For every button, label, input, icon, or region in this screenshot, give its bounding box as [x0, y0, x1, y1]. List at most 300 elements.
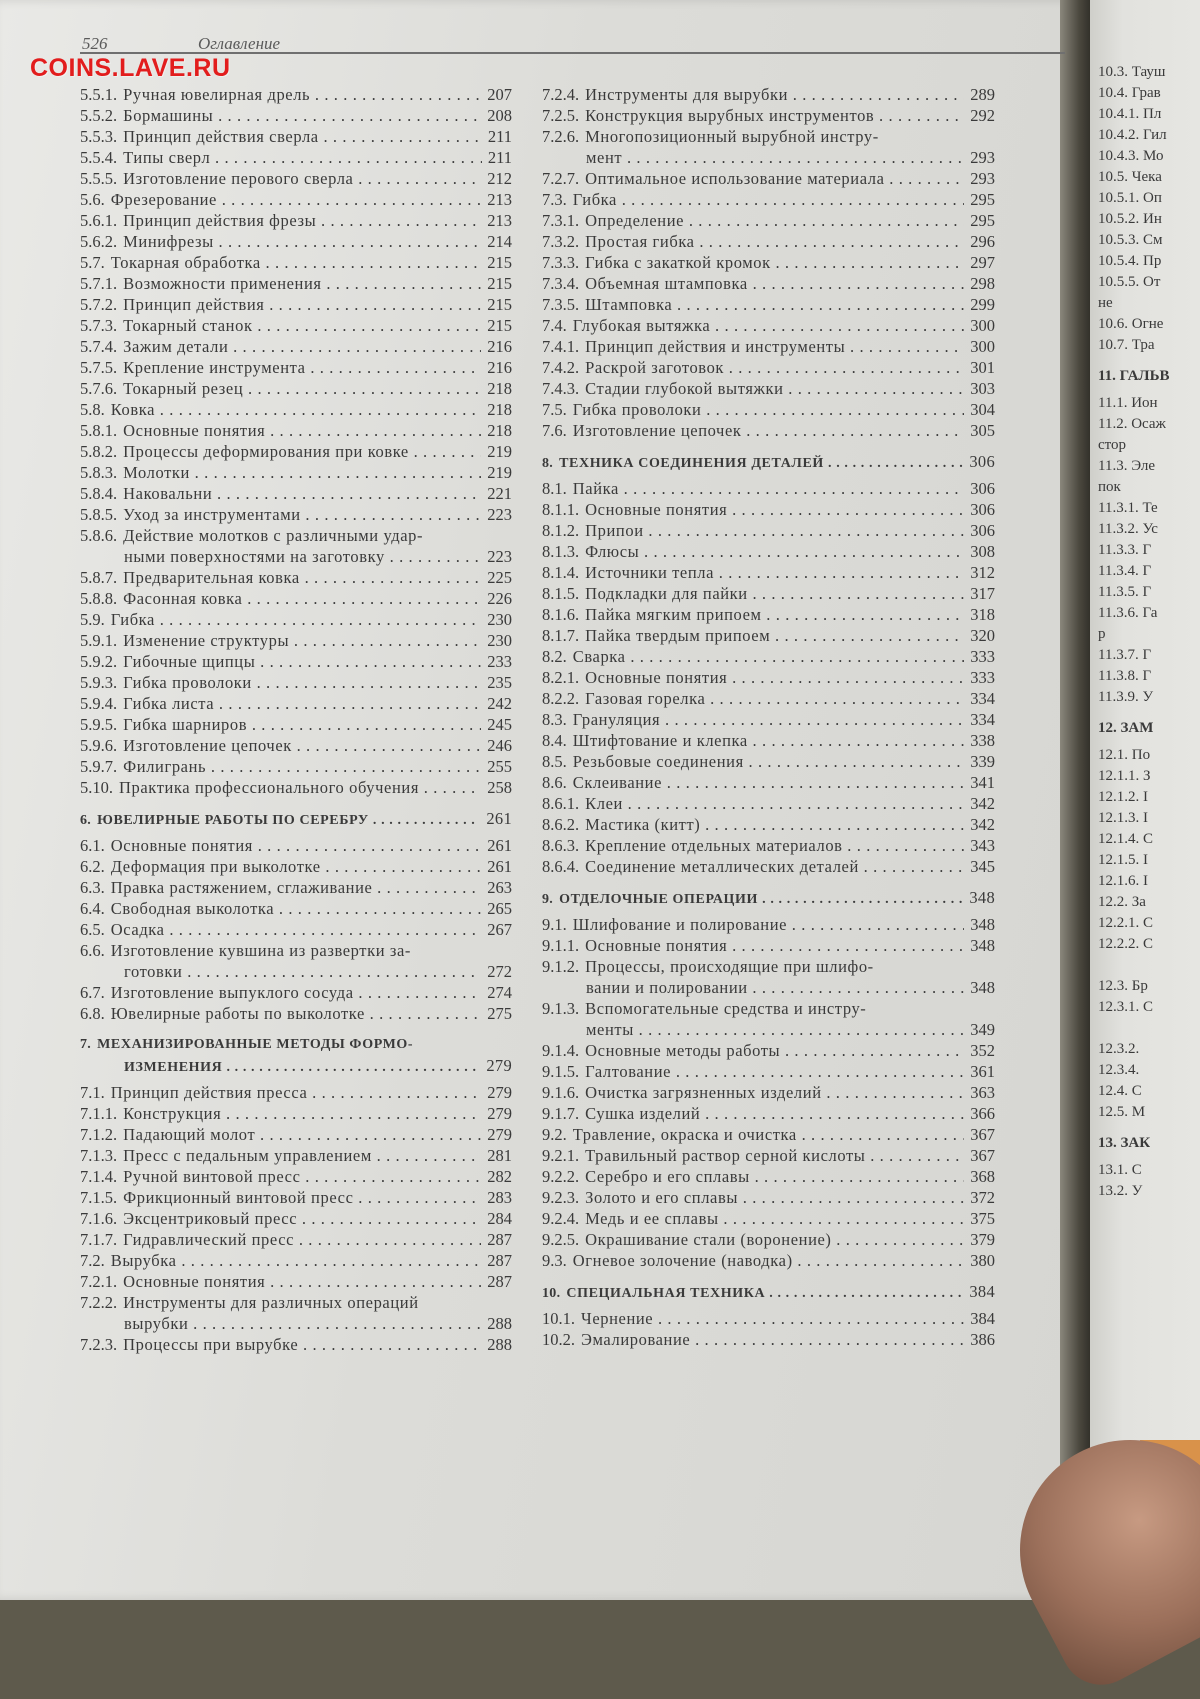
toc-entry [80, 357, 512, 378]
toc-column-left [80, 84, 512, 1355]
toc-entry-partial: стор [1098, 437, 1127, 453]
toc-page-number: 215 [487, 274, 512, 293]
toc-entry-title: Уход за инструментами . . . [123, 504, 481, 525]
toc-entry-title: Припои . . . [585, 520, 964, 541]
toc-entry-number: 5.5.3. [80, 127, 118, 146]
toc-page-number: 246 [487, 736, 512, 755]
toc-entry-number: 8.4. [542, 731, 567, 750]
toc-entry-number: 7.2.6. [542, 127, 580, 146]
toc-entry-partial: 11.3.1. Те [1098, 500, 1158, 516]
toc-page-number: 341 [970, 773, 995, 792]
toc-entry [80, 231, 512, 252]
toc-entry-number: 8.6.3. [542, 836, 580, 855]
toc-column-right-partial [1098, 62, 1198, 1202]
toc-entry-number: 10. [542, 1286, 561, 1301]
toc-entry-partial: 10.3. Тауш [1098, 64, 1166, 80]
toc-page-number: 216 [487, 358, 512, 377]
toc-page-number: 287 [487, 1251, 512, 1270]
toc-column-middle [542, 84, 995, 1350]
toc-page-number: 345 [970, 857, 995, 876]
toc-entry [80, 693, 512, 714]
toc-page-number: 223 [487, 547, 512, 566]
toc-page-number: 295 [970, 190, 995, 209]
toc-entry [542, 583, 995, 604]
toc-entry-title: Фасонная ковка . . . [123, 588, 481, 609]
toc-entry [542, 667, 995, 688]
toc-page-number: 308 [970, 542, 995, 561]
toc-entry [542, 1082, 995, 1103]
toc-entry-number: 7.3.5. [542, 295, 580, 314]
toc-entry-number: 7.2.4. [542, 85, 580, 104]
toc-entry-number: 7.2.2. [80, 1293, 118, 1312]
toc-entry-title: Оптимальное использование материала . . . [585, 168, 964, 189]
toc-entry [542, 1229, 995, 1250]
toc-entry-title: Пресс с педальным управлением . . . [123, 1145, 481, 1166]
toc-entry-title: Фрезерование . . . [111, 189, 482, 210]
toc-entry-title: Правка растяжением, сглаживание . . . [111, 877, 482, 898]
toc-entry [80, 147, 512, 168]
toc-entry-title: Золото и его сплавы . . . [585, 1187, 964, 1208]
toc-entry-title: Простая гибка . . . [585, 231, 964, 252]
toc-page-number: 275 [487, 1004, 512, 1023]
toc-entry-number: 9.2. [542, 1125, 567, 1144]
toc-entry-title: Принцип действия . . . [123, 294, 481, 315]
toc-entry-title: Гибка с закаткой кромок . . . [585, 252, 964, 273]
toc-entry-title: Гибка проволоки . . . [123, 672, 481, 693]
toc-entry [542, 1040, 995, 1061]
toc-entry [542, 1187, 995, 1208]
toc-entry-number: 6.3. [80, 878, 105, 897]
toc-entry-title: Медь и ее сплавы . . . [585, 1208, 964, 1229]
toc-entry-title: Пайка твердым припоем . . . [585, 625, 964, 646]
toc-entry-title: Гибка . . . [573, 189, 965, 210]
toc-entry [80, 483, 512, 504]
toc-page-number: 384 [969, 1282, 995, 1301]
toc-entry [542, 105, 995, 126]
toc-entry [542, 604, 995, 625]
toc-page-number: 288 [487, 1314, 512, 1333]
toc-page-number: 261 [486, 809, 512, 828]
toc-entry-number: 5.7.6. [80, 379, 118, 398]
toc-page-number: 263 [487, 878, 512, 897]
toc-entry-title: Токарный резец . . . [123, 378, 481, 399]
toc-page-number: 219 [487, 442, 512, 461]
toc-entry-title: Гибка проволоки . . . [573, 399, 965, 420]
toc-entry-number: 5.9. [80, 610, 105, 629]
toc-entry [80, 877, 512, 898]
toc-entry [542, 1250, 995, 1271]
toc-entry-partial: 10.4.3. Мо [1098, 148, 1164, 164]
toc-entry-title: Предварительная ковка . . . [123, 567, 481, 588]
toc-entry-title: Серебро и его сплавы . . . [585, 1166, 964, 1187]
toc-entry [80, 168, 512, 189]
toc-page-number: 279 [486, 1056, 512, 1075]
toc-entry-title: ТЕХНИКА СОЕДИНЕНИЯ ДЕТАЛЕЙ . . . [559, 453, 963, 474]
toc-page-number: 242 [487, 694, 512, 713]
toc-entry-title: Клеи . . . [585, 793, 964, 814]
toc-page-number: 221 [487, 484, 512, 503]
toc-entry-partial: 10.5. Чека [1098, 169, 1162, 185]
toc-entry-title: Определение . . . [585, 210, 964, 231]
toc-entry-number: 9.1.3. [542, 999, 580, 1018]
toc-entry [542, 294, 995, 315]
toc-entry [542, 625, 995, 646]
toc-entry-partial: 12.1.6. I [1098, 873, 1148, 889]
toc-entry-number: 7.1.2. [80, 1125, 118, 1144]
toc-entry-title: Конструкция . . . [123, 1103, 481, 1124]
toc-entry-number: 8.2.2. [542, 689, 580, 708]
toc-entry-title-continued: вырубки . . . [124, 1313, 481, 1334]
toc-entry [80, 1145, 512, 1166]
toc-entry-title: Сварка . . . [573, 646, 965, 667]
toc-entry [80, 1229, 512, 1250]
toc-page-number: 272 [487, 962, 512, 981]
toc-entry-number: 8.1.4. [542, 563, 580, 582]
toc-entry-number: 7.3.4. [542, 274, 580, 293]
toc-page-number: 279 [487, 1083, 512, 1102]
toc-entry-number: 8.6.4. [542, 857, 580, 876]
toc-entry-partial: 12.1.2. I [1098, 789, 1148, 805]
toc-entry-partial: 12.1.4. C [1098, 831, 1154, 847]
toc-entry-number: 9. [542, 892, 554, 907]
toc-entry-partial: 11.3.2. Ус [1098, 521, 1158, 537]
toc-entry [80, 982, 512, 1003]
toc-entry [80, 126, 512, 147]
toc-entry [80, 399, 512, 420]
toc-entry [542, 709, 995, 730]
toc-chapter-partial: 12. ЗАМ [1098, 720, 1154, 736]
toc-entry [80, 1082, 512, 1103]
toc-entry [542, 84, 995, 105]
toc-entry-number: 5.5.1. [80, 85, 118, 104]
toc-page-number: 284 [487, 1209, 512, 1228]
toc-entry-partial: 10.5.1. Оп [1098, 190, 1162, 206]
toc-entry [80, 919, 512, 940]
toc-page-number: 216 [487, 337, 512, 356]
toc-entry [542, 541, 995, 562]
toc-entry-number: 7.4.1. [542, 337, 580, 356]
toc-entry-title: Шлифование и полирование . . . [573, 914, 965, 935]
toc-entry-partial: не [1098, 295, 1113, 311]
toc-entry-title: Травление, окраска и очистка . . . [573, 1124, 965, 1145]
toc-entry [542, 956, 995, 998]
toc-entry [80, 672, 512, 693]
toc-entry [542, 562, 995, 583]
toc-entry [80, 630, 512, 651]
toc-entry-number: 7.5. [542, 400, 567, 419]
toc-entry-number: 5.9.5. [80, 715, 118, 734]
toc-page-number: 293 [970, 148, 995, 167]
toc-entry-title: Возможности применения . . . [123, 273, 481, 294]
toc-page-number: 261 [487, 857, 512, 876]
toc-page-number: 218 [487, 379, 512, 398]
toc-entry [542, 914, 995, 935]
toc-entry [542, 378, 995, 399]
toc-entry [80, 420, 512, 441]
toc-entry-number: 10.2. [542, 1330, 575, 1349]
toc-entry-title: Пайка мягким припоем . . . [585, 604, 964, 625]
toc-entry-partial: 11.3.4. Г [1098, 563, 1152, 579]
toc-entry [542, 1103, 995, 1124]
toc-entry-number: 7.1.4. [80, 1167, 118, 1186]
toc-page-number: 306 [969, 452, 995, 471]
toc-entry-number: 6.1. [80, 836, 105, 855]
toc-page-number: 279 [487, 1104, 512, 1123]
toc-chapter [80, 808, 512, 831]
toc-entry-title: Склеивание . . . [573, 772, 965, 793]
toc-entry [80, 1187, 512, 1208]
toc-entry-partial: р [1098, 626, 1106, 642]
toc-entry [542, 688, 995, 709]
toc-entry-number: 8.1.5. [542, 584, 580, 603]
toc-entry-number: 6.7. [80, 983, 105, 1002]
toc-entry-number: 5.6.1. [80, 211, 118, 230]
toc-page-number: 265 [487, 899, 512, 918]
toc-entry-title: Вырубка . . . [111, 1250, 482, 1271]
toc-entry-number: 6.2. [80, 857, 105, 876]
toc-entry-title: Крепление отдельных материалов . . . [585, 835, 964, 856]
toc-entry [80, 336, 512, 357]
toc-entry-number: 10.1. [542, 1309, 575, 1328]
toc-page-number: 352 [970, 1041, 995, 1060]
toc-entry [542, 126, 995, 168]
toc-entry-partial: 12.2.1. C [1098, 915, 1154, 931]
toc-chapter-partial: 13. ЗАК [1098, 1135, 1151, 1151]
toc-entry-title: Филигрань . . . [123, 756, 481, 777]
toc-entry [542, 793, 995, 814]
toc-entry-number: 6.5. [80, 920, 105, 939]
toc-entry-title: ЮВЕЛИРНЫЕ РАБОТЫ ПО СЕРЕБРУ . . . [97, 810, 480, 831]
toc-page-number: 317 [970, 584, 995, 603]
toc-entry [80, 1166, 512, 1187]
toc-entry-title: Практика профессионального обучения . . . [119, 777, 481, 798]
toc-entry-title: Изготовление выпуклого сосуда . . . [111, 982, 482, 1003]
toc-page-number: 281 [487, 1146, 512, 1165]
toc-entry-title: МЕХАНИЗИРОВАННЫЕ МЕТОДЫ ФОРМО- [97, 1037, 414, 1052]
toc-entry [80, 525, 512, 567]
toc-page-number: 279 [487, 1125, 512, 1144]
toc-chapter-partial: 11. ГАЛЬВ [1098, 368, 1170, 384]
toc-entry-title: Газовая горелка . . . [585, 688, 964, 709]
toc-entry-number: 7.4. [542, 316, 567, 335]
toc-entry-number: 9.3. [542, 1251, 567, 1270]
toc-entry-number: 7.2. [80, 1251, 105, 1270]
toc-entry [80, 1003, 512, 1024]
toc-entry [80, 1124, 512, 1145]
toc-entry [80, 252, 512, 273]
toc-entry [542, 1208, 995, 1229]
toc-page-number: 306 [970, 479, 995, 498]
toc-entry [542, 399, 995, 420]
toc-entry-partial: 12.2. За [1098, 894, 1146, 910]
toc-entry-title: Эмалирование . . . [581, 1329, 964, 1350]
toc-entry-title: Ручной винтовой пресс . . . [123, 1166, 481, 1187]
toc-entry-number: 5.10. [80, 778, 113, 797]
toc-entry [80, 567, 512, 588]
toc-entry-title: Конструкция вырубных инструментов . . . [585, 105, 964, 126]
toc-entry-number: 8.1.2. [542, 521, 580, 540]
toc-entry-partial: 12.1.5. I [1098, 852, 1148, 868]
toc-entry [80, 273, 512, 294]
toc-entry-title: Очистка загрязненных изделий . . . [585, 1082, 964, 1103]
toc-entry-number: 5.8.4. [80, 484, 118, 503]
toc-entry-number: 5.9.7. [80, 757, 118, 776]
toc-entry-number: 9.2.2. [542, 1167, 580, 1186]
toc-page-number: 207 [487, 85, 512, 104]
toc-entry [80, 835, 512, 856]
toc-entry [80, 1208, 512, 1229]
toc-entry-number: 9.1.6. [542, 1083, 580, 1102]
toc-entry-title: Фрикционный винтовой пресс . . . [123, 1187, 481, 1208]
toc-page-number: 283 [487, 1188, 512, 1207]
toc-entry-number: 5.8.6. [80, 526, 118, 545]
toc-entry-number: 6.6. [80, 941, 105, 960]
toc-page-number: 215 [487, 253, 512, 272]
toc-entry-number: 5.8.8. [80, 589, 118, 608]
toc-entry-title: Изготовление цепочек . . . [573, 420, 965, 441]
toc-entry-partial: 12.1.3. I [1098, 810, 1148, 826]
toc-page-number: 303 [970, 379, 995, 398]
toc-entry-partial: 13.2. У [1098, 1183, 1143, 1199]
toc-page-number: 386 [970, 1330, 995, 1349]
toc-entry-title: Эксцентриковый пресс . . . [123, 1208, 481, 1229]
running-title: Оглавление [198, 34, 281, 53]
toc-entry-title: Токарная обработка . . . [111, 252, 482, 273]
toc-entry-number: 5.8.2. [80, 442, 118, 461]
toc-entry-title: Изменение структуры . . . [123, 630, 481, 651]
toc-entry [542, 856, 995, 877]
toc-page-number: 211 [487, 127, 512, 146]
toc-entry [80, 105, 512, 126]
toc-entry-number: 9.1.2. [542, 957, 580, 976]
toc-entry-partial: 10.7. Тра [1098, 337, 1155, 353]
toc-entry-number: 5.8.3. [80, 463, 118, 482]
toc-entry-title: Основные методы работы . . . [585, 1040, 964, 1061]
toc-entry-number: 9.1.1. [542, 936, 580, 955]
toc-entry [80, 609, 512, 630]
toc-entry-partial: 10.4. Грав [1098, 85, 1161, 101]
toc-entry-number: 5.9.6. [80, 736, 118, 755]
toc-entry-partial: 12.3.4. [1098, 1062, 1140, 1078]
toc-entry-partial: 10.6. Огне [1098, 316, 1164, 332]
toc-entry-title: Гибка . . . [111, 609, 482, 630]
toc-entry-number: 5.9.3. [80, 673, 118, 692]
toc-page-number: 348 [970, 915, 995, 934]
toc-entry [542, 835, 995, 856]
toc-entry-title: Основные понятия . . . [111, 835, 482, 856]
toc-entry [542, 168, 995, 189]
toc-chapter [542, 1281, 995, 1304]
toc-entry-number: 9.1. [542, 915, 567, 934]
toc-entry-partial: 12.4. С [1098, 1083, 1142, 1099]
toc-entry-number: 7.3.3. [542, 253, 580, 272]
toc-entry-number: 7.1.7. [80, 1230, 118, 1249]
toc-entry-number: 7.2.7. [542, 169, 580, 188]
toc-entry-title: ОТДЕЛОЧНЫЕ ОПЕРАЦИИ . . . [559, 889, 963, 910]
toc-page-number: 375 [970, 1209, 995, 1228]
toc-page-number: 292 [970, 106, 995, 125]
toc-page-number: 289 [970, 85, 995, 104]
toc-page-number: 318 [970, 605, 995, 624]
toc-entry [542, 1308, 995, 1329]
toc-entry-title: Осадка . . . [111, 919, 482, 940]
toc-entry [542, 646, 995, 667]
toc-page-number: 295 [970, 211, 995, 230]
toc-page-number: 306 [970, 500, 995, 519]
toc-page-number: 293 [970, 169, 995, 188]
toc-entry-number: 8.3. [542, 710, 567, 729]
toc-entry [80, 714, 512, 735]
toc-entry [80, 84, 512, 105]
toc-entry-number: 7. [80, 1037, 92, 1052]
toc-page-number: 233 [487, 652, 512, 671]
toc-page-number: 372 [970, 1188, 995, 1207]
toc-entry [542, 336, 995, 357]
toc-entry-number: 5.7.2. [80, 295, 118, 314]
toc-entry-number: 8.1.6. [542, 605, 580, 624]
toc-entry-title: Токарный станок . . . [123, 315, 481, 336]
toc-page-number: 213 [487, 190, 512, 209]
toc-entry [542, 998, 995, 1040]
toc-entry-title: Чернение . . . [581, 1308, 964, 1329]
toc-entry-number: 5.9.2. [80, 652, 118, 671]
toc-entry-number: 7.2.3. [80, 1335, 118, 1354]
toc-page-number: 267 [487, 920, 512, 939]
toc-entry-number: 9.1.7. [542, 1104, 580, 1123]
toc-page-number: 300 [970, 316, 995, 335]
toc-entry [542, 814, 995, 835]
toc-entry [542, 751, 995, 772]
toc-entry-number: 9.1.4. [542, 1041, 580, 1060]
toc-entry [542, 1061, 995, 1082]
toc-entry-partial: 11.3.8. Г [1098, 668, 1152, 684]
toc-entry-number: 6.8. [80, 1004, 105, 1023]
toc-page-number: 306 [970, 521, 995, 540]
toc-entry [80, 441, 512, 462]
toc-entry-number: 8.5. [542, 752, 567, 771]
toc-entry-number: 6. [80, 813, 92, 828]
watermark: COINS.LAVE.RU [30, 54, 231, 82]
toc-page-number: 300 [970, 337, 995, 356]
toc-chapter [80, 1034, 512, 1078]
toc-page-number: 349 [970, 1020, 995, 1039]
toc-entry [80, 940, 512, 982]
toc-entry [80, 756, 512, 777]
toc-entry-number: 8.1.7. [542, 626, 580, 645]
toc-entry-title: Стадии глубокой вытяжки . . . [585, 378, 964, 399]
toc-page-number: 214 [487, 232, 512, 251]
toc-entry-partial: 11.1. Ион [1098, 395, 1158, 411]
toc-entry [80, 856, 512, 877]
toc-entry-title: Процессы деформирования при ковке . . . [123, 441, 481, 462]
toc-page-number: 361 [970, 1062, 995, 1081]
toc-page-number: 367 [970, 1146, 995, 1165]
toc-entry [542, 189, 995, 210]
toc-entry-number: 5.7. [80, 253, 105, 272]
toc-entry-number: 5.9.1. [80, 631, 118, 650]
toc-entry-title: Основные понятия . . . [585, 935, 964, 956]
toc-entry-title: Огневое золочение (наводка) . . . [573, 1250, 965, 1271]
toc-entry-partial: 10.5.5. От [1098, 274, 1161, 290]
toc-entry [80, 735, 512, 756]
toc-entry [542, 315, 995, 336]
toc-entry [80, 294, 512, 315]
toc-entry-number: 5.7.4. [80, 337, 118, 356]
toc-entry-number: 5.8.5. [80, 505, 118, 524]
toc-entry-partial: 11.3.9. У [1098, 689, 1154, 705]
toc-page-number: 342 [970, 815, 995, 834]
toc-entry-title: Гидравлический пресс . . . [123, 1229, 481, 1250]
